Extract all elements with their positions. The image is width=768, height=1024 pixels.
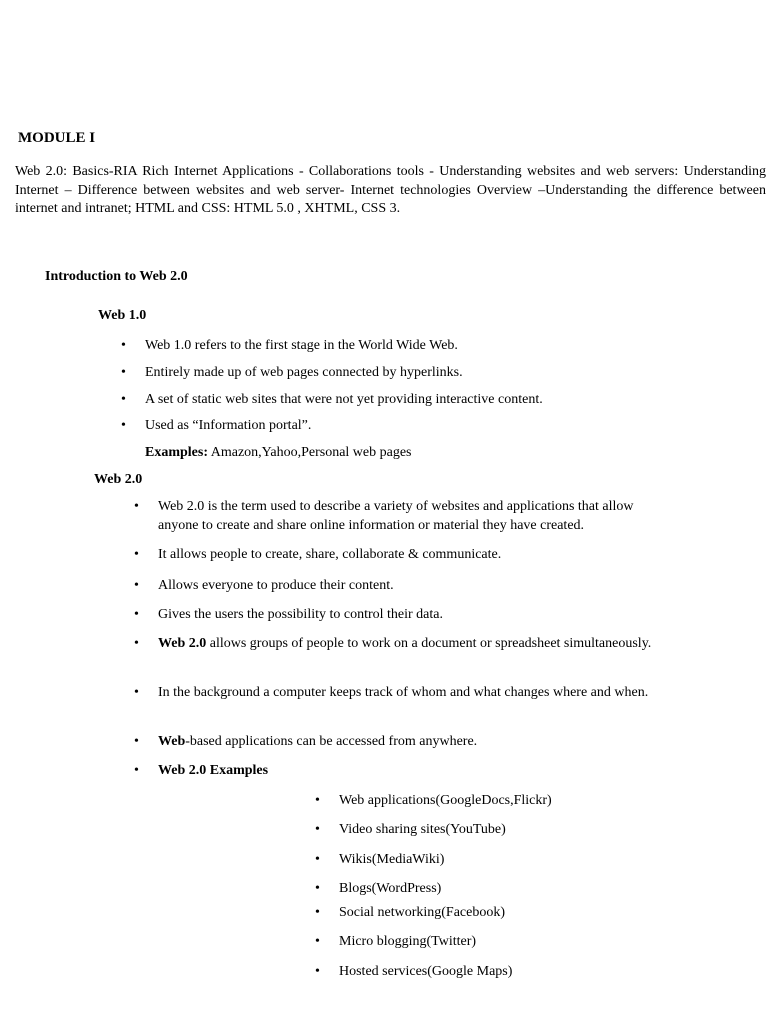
web1-heading: Web 1.0 <box>98 308 147 323</box>
list-item: • Web 2.0 is the term used to describe a variety of websites and applications that allow anyone to create and share online information or material they have created. <box>158 497 668 535</box>
list-item: • It allows people to create, share, collaborate & communicate. <box>158 545 668 564</box>
list-item: • Video sharing sites(YouTube) <box>339 820 506 839</box>
list-item: • Web 2.0 allows groups of people to work on a document or spreadsheet simultaneously. <box>158 634 668 653</box>
list-item: • Web 1.0 refers to the first stage in the World Wide Web. <box>145 336 458 355</box>
list-item: • Allows everyone to produce their content. <box>158 576 668 595</box>
list-item: • Social networking(Facebook) <box>339 903 505 922</box>
web1-examples <box>145 443 412 462</box>
list-item: • Blogs(WordPress) <box>339 879 441 898</box>
module-heading: MODULE I <box>18 130 96 146</box>
intro-heading: Introduction to Web 2.0 <box>45 269 188 284</box>
list-item: • Web applications(GoogleDocs,Flickr) <box>339 791 552 810</box>
web2-heading: Web 2.0 <box>94 472 143 487</box>
list-item: • Used as “Information portal”. <box>145 416 311 435</box>
list-item: • Micro blogging(Twitter) <box>339 932 476 951</box>
examples-label: Examples: <box>145 445 208 460</box>
list-item: • In the background a computer keeps track of whom and what changes where and when. <box>158 683 668 702</box>
list-item: • Hosted services(Google Maps) <box>339 962 512 981</box>
module-summary: Web 2.0: Basics-RIA Rich Internet Applications - Collaborations tools - Understanding websites and web servers: Understanding Internet – Difference between websites and web server- Internet technologies Overview –Understanding the difference between internet and intranet; HTML and CSS: HTML 5.0 , XHTML, CSS 3. <box>15 164 766 216</box>
list-item: • Web 2.0 Examples <box>158 761 668 780</box>
list-item: • Entirely made up of web pages connected by hyperlinks. <box>145 363 463 382</box>
list-item: • Wikis(MediaWiki) <box>339 850 444 869</box>
examples-text: Amazon,Yahoo,Personal web pages <box>208 445 412 460</box>
list-item: • A set of static web sites that were not yet providing interactive content. <box>145 390 543 409</box>
list-item: • Gives the users the possibility to control their data. <box>158 605 668 624</box>
list-item: • Web-based applications can be accessed from anywhere. <box>158 732 668 751</box>
